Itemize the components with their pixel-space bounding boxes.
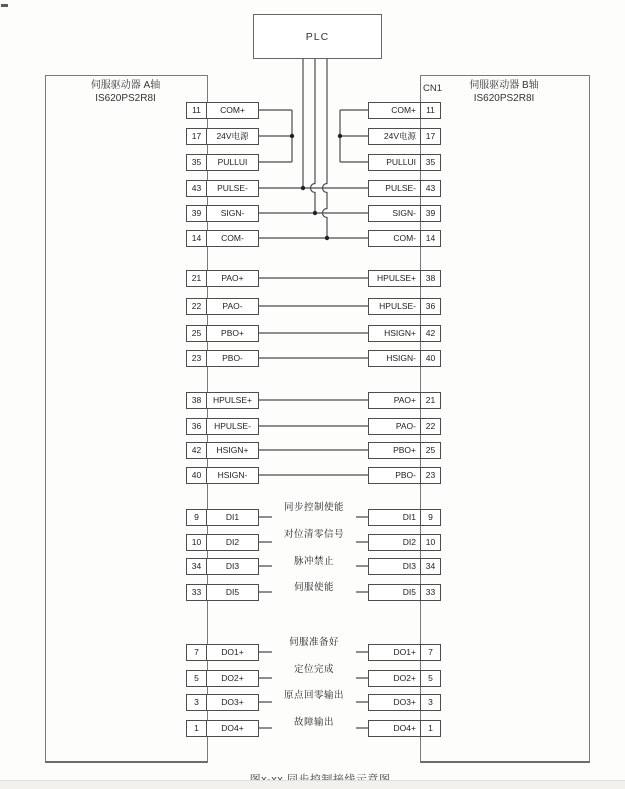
terminal-pin-b: 17 bbox=[420, 128, 441, 145]
terminal-label-b: DI1 bbox=[368, 509, 421, 526]
terminal-pin-a: 43 bbox=[186, 180, 207, 197]
terminal-pin-b: 43 bbox=[420, 180, 441, 197]
servo-drive-b-box bbox=[420, 75, 590, 763]
terminal-label-a: DI1 bbox=[206, 509, 259, 526]
terminal-label-b: HSIGN+ bbox=[368, 325, 421, 342]
terminal-pin-a: 34 bbox=[186, 558, 207, 575]
signal-function-label: 定位完成 bbox=[293, 664, 334, 675]
terminal-label-b: PAO+ bbox=[368, 392, 421, 409]
terminal-label-b: DI3 bbox=[368, 558, 421, 575]
terminal-pin-b: 38 bbox=[420, 270, 441, 287]
servo-drive-b-model: IS620PS2R8I bbox=[473, 93, 535, 104]
scan-artifact-mark bbox=[1, 4, 8, 7]
terminal-label-b: PULSE- bbox=[368, 180, 421, 197]
signal-function-label: 伺服使能 bbox=[293, 582, 334, 593]
terminal-label-a: DO1+ bbox=[206, 644, 259, 661]
terminal-pin-b: 33 bbox=[420, 584, 441, 601]
terminal-pin-a: 36 bbox=[186, 418, 207, 435]
terminal-label-a: HSIGN+ bbox=[206, 442, 259, 459]
terminal-pin-b: 40 bbox=[420, 350, 441, 367]
terminal-label-b: DO3+ bbox=[368, 694, 421, 711]
servo-drive-b-header bbox=[420, 79, 588, 105]
signal-function-label: 对位清零信号 bbox=[283, 529, 344, 540]
terminal-pin-b: 7 bbox=[420, 644, 441, 661]
terminal-label-a: PBO+ bbox=[206, 325, 259, 342]
servo-drive-b-title: 伺服驱动器 B轴 bbox=[469, 80, 539, 91]
terminal-label-a: COM- bbox=[206, 230, 259, 247]
terminal-pin-a: 1 bbox=[186, 720, 207, 737]
terminal-pin-b: 42 bbox=[420, 325, 441, 342]
terminal-label-a: PULLUI bbox=[206, 154, 259, 171]
terminal-pin-b: 3 bbox=[420, 694, 441, 711]
terminal-label-a: DI3 bbox=[206, 558, 259, 575]
terminal-pin-b: 25 bbox=[420, 442, 441, 459]
terminal-label-a: 24V电源 bbox=[206, 128, 259, 145]
terminal-pin-b: 5 bbox=[420, 670, 441, 687]
terminal-pin-a: 23 bbox=[186, 350, 207, 367]
terminal-label-b: SIGN- bbox=[368, 205, 421, 222]
terminal-label-b: 24V电源 bbox=[368, 128, 421, 145]
terminal-pin-b: 10 bbox=[420, 534, 441, 551]
terminal-pin-a: 7 bbox=[186, 644, 207, 661]
terminal-pin-a: 25 bbox=[186, 325, 207, 342]
terminal-pin-b: 11 bbox=[420, 102, 441, 119]
terminal-label-b: PBO+ bbox=[368, 442, 421, 459]
terminal-pin-a: 3 bbox=[186, 694, 207, 711]
terminal-pin-a: 11 bbox=[186, 102, 207, 119]
terminal-pin-b: 34 bbox=[420, 558, 441, 575]
terminal-label-a: HSIGN- bbox=[206, 467, 259, 484]
terminal-label-b: PAO- bbox=[368, 418, 421, 435]
terminal-pin-a: 42 bbox=[186, 442, 207, 459]
terminal-label-b: PULLUI bbox=[368, 154, 421, 171]
terminal-pin-b: 35 bbox=[420, 154, 441, 171]
terminal-label-b: DI5 bbox=[368, 584, 421, 601]
terminal-pin-a: 35 bbox=[186, 154, 207, 171]
terminal-label-b: DO2+ bbox=[368, 670, 421, 687]
terminal-label-a: HPULSE- bbox=[206, 418, 259, 435]
terminal-label-a: HPULSE+ bbox=[206, 392, 259, 409]
terminal-pin-b: 36 bbox=[420, 298, 441, 315]
page-bottom-strip bbox=[0, 780, 625, 789]
signal-function-label: 伺服准备好 bbox=[288, 637, 339, 648]
terminal-label-b: PBO- bbox=[368, 467, 421, 484]
terminal-pin-b: 22 bbox=[420, 418, 441, 435]
terminal-pin-a: 10 bbox=[186, 534, 207, 551]
terminal-pin-b: 21 bbox=[420, 392, 441, 409]
terminal-pin-a: 21 bbox=[186, 270, 207, 287]
terminal-pin-a: 5 bbox=[186, 670, 207, 687]
signal-function-label: 脉冲禁止 bbox=[293, 556, 334, 567]
terminal-label-a: DI2 bbox=[206, 534, 259, 551]
terminal-label-b: DI2 bbox=[368, 534, 421, 551]
plc-label: PLC bbox=[305, 30, 330, 43]
terminal-pin-a: 14 bbox=[186, 230, 207, 247]
terminal-label-b: HSIGN- bbox=[368, 350, 421, 367]
signal-function-label: 同步控制使能 bbox=[283, 502, 344, 513]
signal-function-label: 原点回零输出 bbox=[283, 690, 344, 701]
terminal-label-a: COM+ bbox=[206, 102, 259, 119]
terminal-label-b: DO4+ bbox=[368, 720, 421, 737]
servo-drive-a-header bbox=[45, 79, 206, 105]
terminal-pin-b: 1 bbox=[420, 720, 441, 737]
terminal-pin-a: 17 bbox=[186, 128, 207, 145]
signal-function-label: 故障输出 bbox=[293, 717, 334, 728]
terminal-pin-a: 39 bbox=[186, 205, 207, 222]
terminal-label-a: PBO- bbox=[206, 350, 259, 367]
servo-drive-a-model: IS620PS2R8I bbox=[95, 93, 156, 104]
cn1-connector-label: CN1 bbox=[423, 83, 443, 94]
terminal-pin-a: 33 bbox=[186, 584, 207, 601]
terminal-pin-b: 39 bbox=[420, 205, 441, 222]
terminal-pin-b: 9 bbox=[420, 509, 441, 526]
terminal-pin-b: 23 bbox=[420, 467, 441, 484]
terminal-label-a: DO2+ bbox=[206, 670, 259, 687]
terminal-label-a: PAO- bbox=[206, 298, 259, 315]
terminal-label-a: DO4+ bbox=[206, 720, 259, 737]
terminal-label-b: COM- bbox=[368, 230, 421, 247]
terminal-pin-a: 22 bbox=[186, 298, 207, 315]
terminal-label-b: DO1+ bbox=[368, 644, 421, 661]
terminal-pin-a: 38 bbox=[186, 392, 207, 409]
terminal-label-b: HPULSE+ bbox=[368, 270, 421, 287]
terminal-pin-b: 14 bbox=[420, 230, 441, 247]
servo-drive-a-title: 伺服驱动器 A轴 bbox=[90, 80, 161, 91]
servo-drive-a-box bbox=[45, 75, 208, 763]
junction-dots bbox=[290, 134, 342, 240]
terminal-label-a: DI5 bbox=[206, 584, 259, 601]
terminal-label-a: SIGN- bbox=[206, 205, 259, 222]
terminal-label-b: HPULSE- bbox=[368, 298, 421, 315]
terminal-label-a: PAO+ bbox=[206, 270, 259, 287]
plc-box bbox=[253, 14, 382, 59]
terminal-pin-a: 9 bbox=[186, 509, 207, 526]
terminal-label-b: COM+ bbox=[368, 102, 421, 119]
terminal-label-a: PULSE- bbox=[206, 180, 259, 197]
terminal-label-a: DO3+ bbox=[206, 694, 259, 711]
terminal-pin-a: 40 bbox=[186, 467, 207, 484]
